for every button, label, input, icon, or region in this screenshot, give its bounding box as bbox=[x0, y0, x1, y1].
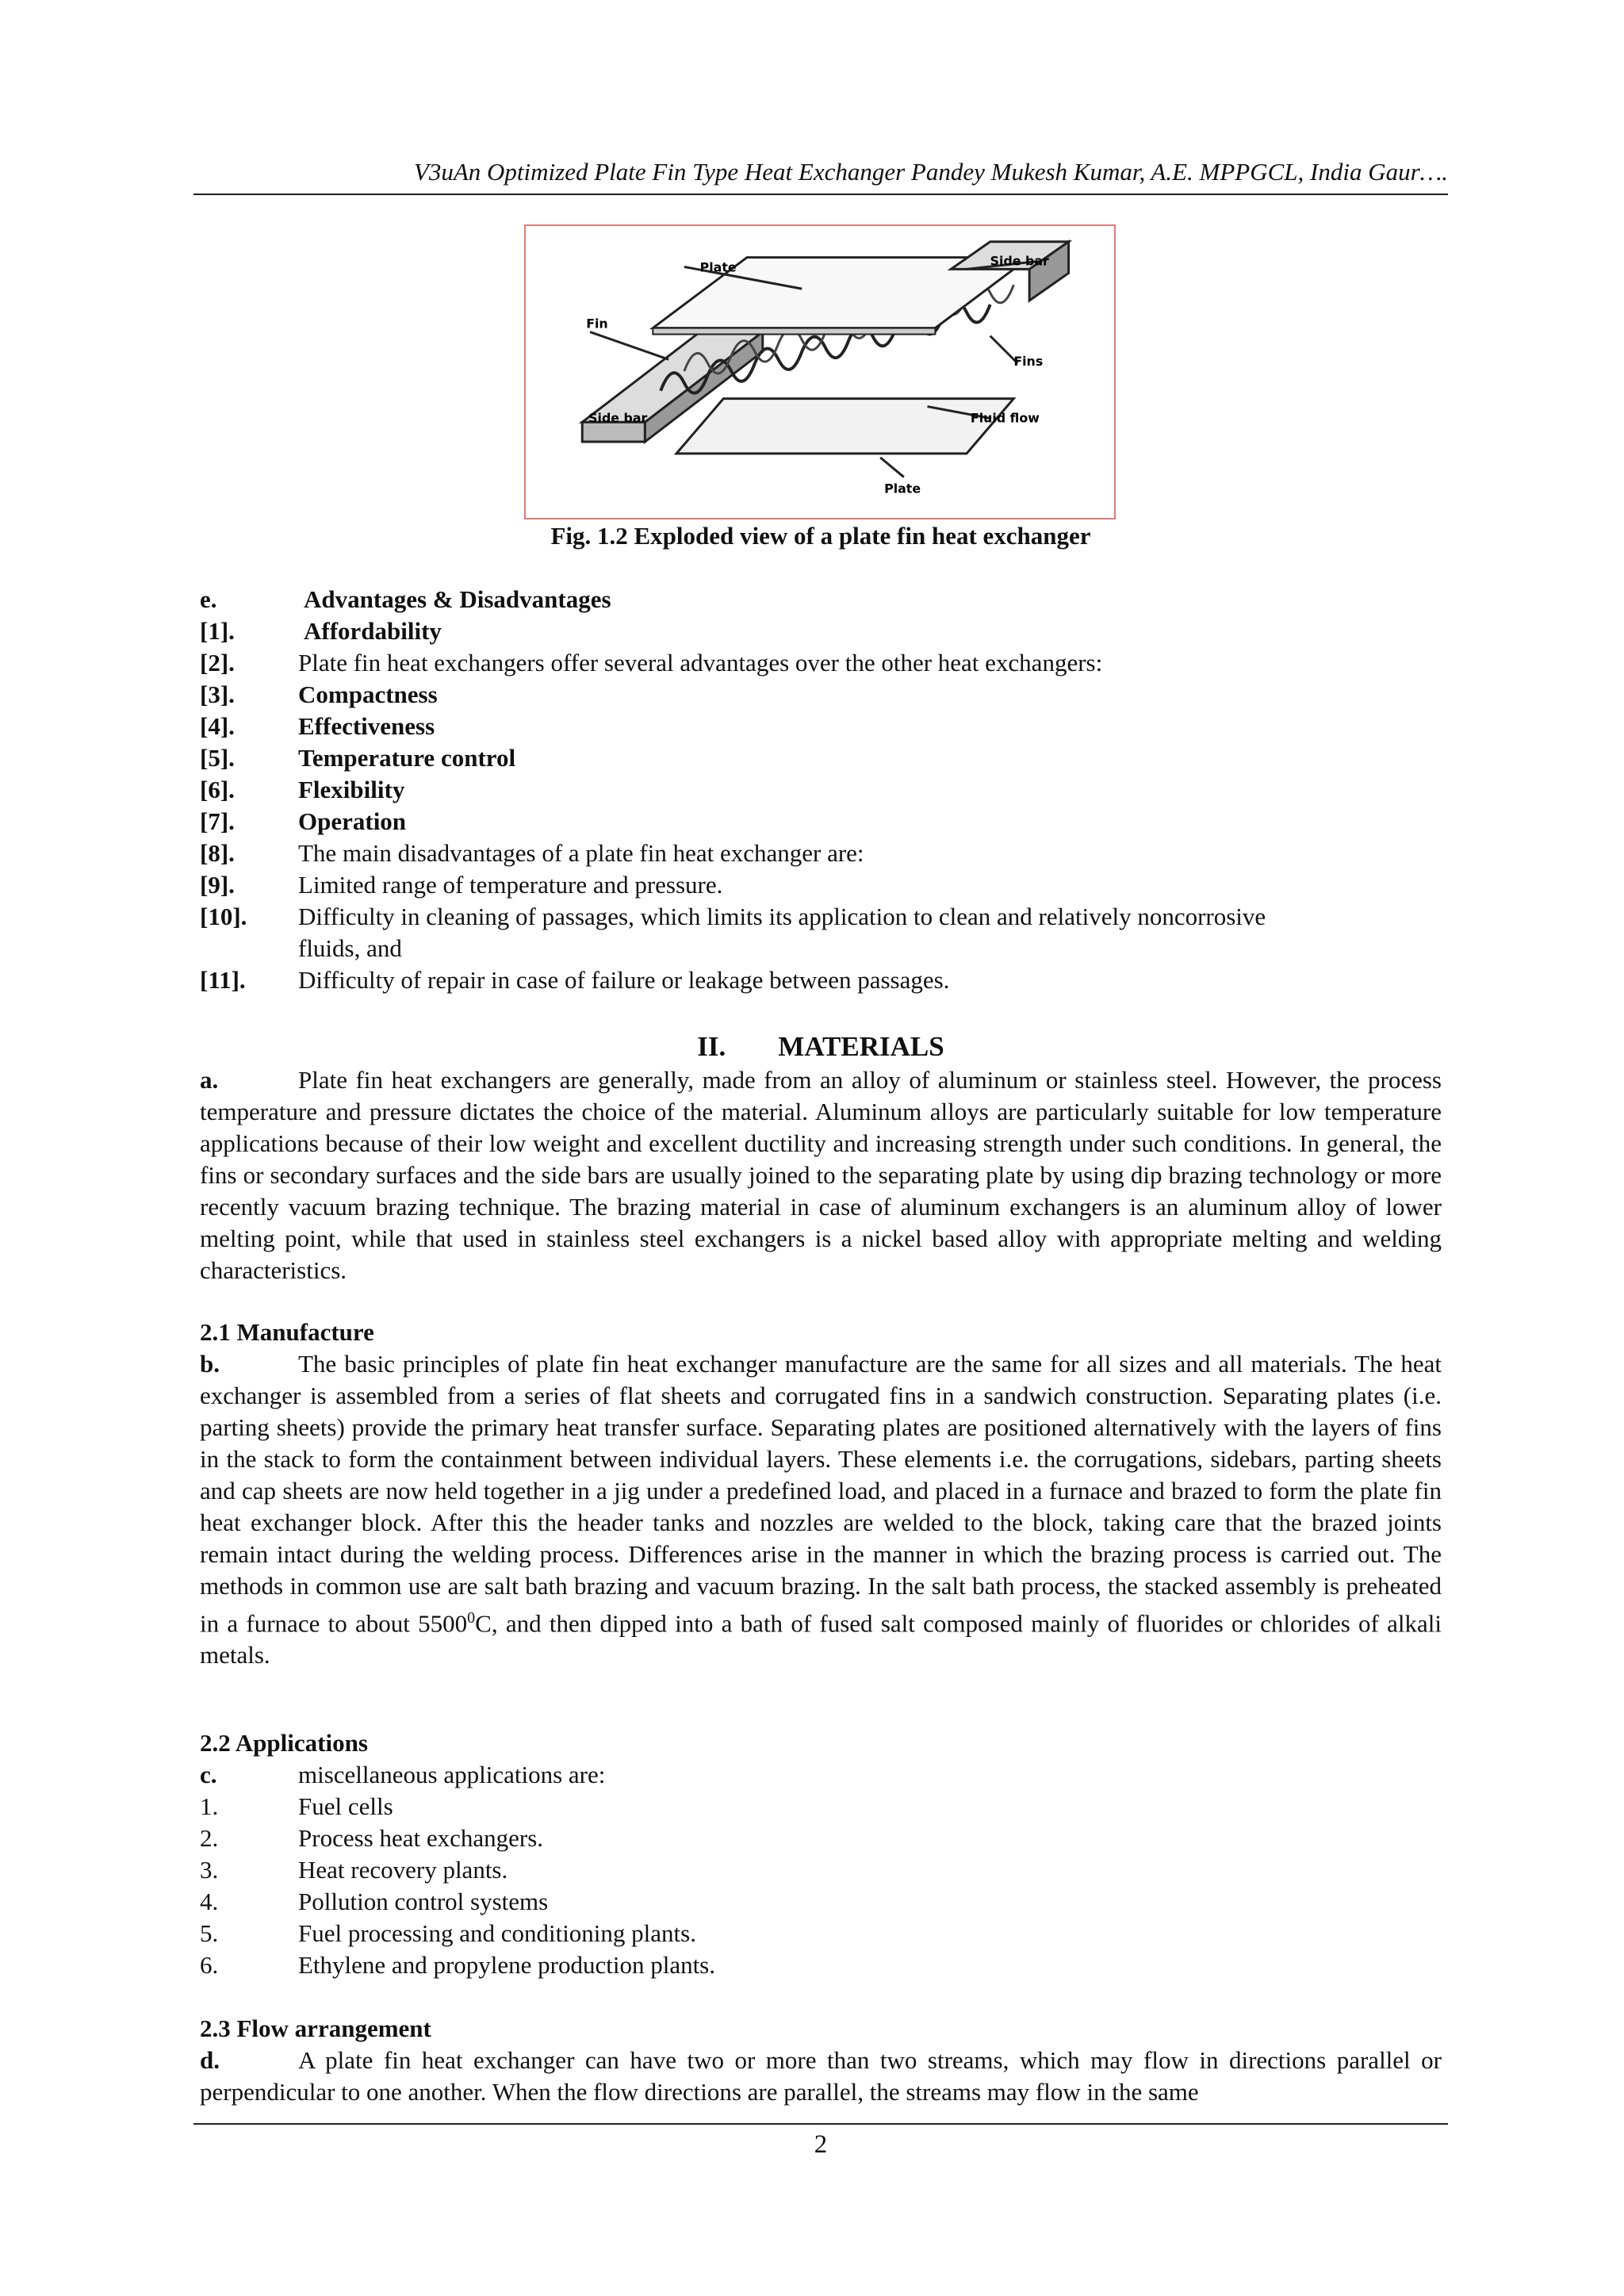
paragraph-lead: a. bbox=[200, 1066, 219, 1094]
list-item bbox=[200, 1823, 1442, 1854]
advantages-heading-text: Advantages & Disadvantages bbox=[304, 585, 611, 613]
list-item bbox=[200, 1854, 1442, 1886]
advantages-heading bbox=[200, 584, 1442, 615]
item-number: [9]. bbox=[200, 871, 235, 899]
paragraph-lead: d. bbox=[200, 2046, 220, 2074]
top-plate-edge bbox=[653, 328, 935, 335]
applications-list bbox=[200, 1759, 1442, 1981]
list-item bbox=[200, 679, 1442, 711]
list-item bbox=[200, 1949, 1442, 1981]
list-item bbox=[200, 806, 1442, 838]
label-fin-left: Fin bbox=[586, 316, 608, 332]
list-item bbox=[200, 647, 1442, 679]
paragraph-text-end: C, and then dipped into a bath of fused salt composed mainly of fluorides or chlorides of alkali metals. bbox=[200, 1609, 1442, 1669]
intro-text: miscellaneous applications are: bbox=[298, 1761, 606, 1788]
section-title-text: MATERIALS bbox=[778, 1031, 944, 1062]
flow-paragraph bbox=[200, 2045, 1442, 2108]
item-number: [6]. bbox=[200, 776, 235, 803]
item-text: Affordability bbox=[304, 617, 442, 645]
label-fins-right: Fins bbox=[1013, 354, 1044, 370]
list-item bbox=[200, 711, 1442, 742]
item-text: Ethylene and propylene production plants. bbox=[298, 1951, 716, 1979]
applications-intro bbox=[200, 1759, 1442, 1791]
list-item bbox=[200, 838, 1442, 869]
figure-exploded-view bbox=[524, 224, 1116, 519]
page-number: 2 bbox=[814, 2130, 828, 2159]
item-number: 1. bbox=[200, 1792, 219, 1820]
item-number: [8]. bbox=[200, 839, 235, 867]
paragraph-lead: b. bbox=[200, 1350, 220, 1378]
leader-plate-bottom bbox=[880, 458, 904, 477]
materials-paragraph bbox=[200, 1064, 1442, 1286]
item-number: 4. bbox=[200, 1888, 219, 1915]
label-plate-top: Plate bbox=[699, 259, 737, 275]
item-number: 5. bbox=[200, 1919, 219, 1947]
item-text: Operation bbox=[298, 807, 407, 835]
item-number: [4]. bbox=[200, 712, 235, 740]
list-item bbox=[200, 1918, 1442, 1949]
item-text: Fuel cells bbox=[298, 1792, 393, 1820]
list-item bbox=[200, 774, 1442, 806]
paragraph-text: Plate fin heat exchangers are generally, made from an alloy of aluminum or stainless steel. However, the process temperature and pressure dictates the choice of the material. Aluminum alloys are particularly suitable for low temperature applications because of their low weight and excellent ductility and increasing strength under such conditions. In general, the fins or secondary surfaces and the side bars are usually joined to the separating plate by using dip brazing technology or more recently vacuum brazing technique. The brazing material in case of aluminum exchangers is an aluminum alloy of lower melting point, while that used in stainless steel exchangers is a nickel based alloy with appropriate melting and welding characteristics. bbox=[200, 1066, 1442, 1284]
item-text: Heat recovery plants. bbox=[298, 1856, 508, 1884]
item-number: 3. bbox=[200, 1856, 219, 1884]
item-text: Pollution control systems bbox=[298, 1888, 549, 1915]
manufacture-paragraph bbox=[200, 1348, 1442, 1671]
item-text: Limited range of temperature and pressure. bbox=[298, 871, 723, 899]
item-number: [3]. bbox=[200, 680, 235, 708]
paragraph-text: A plate fin heat exchanger can have two or more than two streams, which may flow in directions parallel or perpendicular to one another. When the flow directions are parallel, the streams may flow in the same bbox=[200, 2046, 1442, 2106]
item-text: Temperature control bbox=[298, 744, 516, 772]
item-number: 2. bbox=[200, 1824, 219, 1852]
item-text: Compactness bbox=[298, 680, 438, 708]
leader-fin-left bbox=[590, 332, 668, 360]
advantages-block bbox=[200, 584, 1442, 996]
label-fluid-flow: Fluid flow bbox=[970, 410, 1040, 426]
item-number: [10]. bbox=[200, 903, 247, 930]
item-number: 6. bbox=[200, 1951, 219, 1979]
item-number: [5]. bbox=[200, 744, 235, 772]
footer-divider bbox=[193, 2123, 1448, 2125]
running-header-text: V3uAn Optimized Plate Fin Type Heat Exchanger Pandey Mukesh Kumar, A.E. MPPGCL, India Gaur…. bbox=[413, 158, 1448, 186]
label-side-bar-top: Side bar bbox=[990, 253, 1049, 269]
advantages-heading-letter: e. bbox=[200, 585, 217, 613]
list-item bbox=[200, 869, 1442, 901]
item-text: Fuel processing and conditioning plants. bbox=[298, 1919, 696, 1947]
item-text: Plate fin heat exchangers offer several advantages over the other heat exchangers: bbox=[298, 649, 1103, 677]
label-plate-bottom: Plate bbox=[884, 481, 921, 496]
list-item bbox=[200, 742, 1442, 774]
subheading-manufacture: 2.1 Manufacture bbox=[200, 1318, 374, 1346]
list-item bbox=[200, 964, 1442, 996]
item-text: Process heat exchangers. bbox=[298, 1824, 544, 1852]
exploded-view-diagram bbox=[526, 226, 1114, 518]
paragraph-text: The basic principles of plate fin heat exchanger manufacture are the same for all sizes and all materials. The heat exchanger is assembled from a series of flat sheets and corrugated fins in a sandwich construction. Separating plates (i.e. parting sheets) provide the primary heat transfer surface. Separating plates are positioned alternatively with the layers of fins in the stack to form the containment between individual layers. These elements i.e. the corrugations, sidebars, parting sheets and cap sheets are now held together in a jig under a predefined load, and placed in a furnace and brazed to form the plate fin heat exchanger block. After this the header tanks and nozzles are welded to the block, taking care that the brazed joints remain intact during the welding process. Differences arise in the manner in which the brazing process is carried out. The methods in common use are salt bath brazing and vacuum brazing. In the salt bath process, the stacked assembly is preheated in a furnace to about 5500 bbox=[200, 1350, 1442, 1638]
item-number: [2]. bbox=[200, 649, 235, 677]
section-heading-materials bbox=[193, 1029, 1448, 1064]
subheading-flow-arrangement: 2.3 Flow arrangement bbox=[200, 2014, 431, 2042]
item-text: Difficulty of repair in case of failure or leakage between passages. bbox=[298, 966, 950, 994]
list-item bbox=[200, 1791, 1442, 1823]
item-text: Flexibility bbox=[298, 776, 405, 803]
figure-caption: Fig. 1.2 Exploded view of a plate fin heat exchanger bbox=[550, 522, 1091, 550]
paragraph-lead: c. bbox=[200, 1761, 217, 1788]
label-side-bar-left: Side bar bbox=[588, 410, 648, 426]
item-text-continued: fluids, and bbox=[298, 934, 402, 962]
item-text: Difficulty in cleaning of passages, which limits its application to clean and relatively noncorrosive bbox=[298, 903, 1266, 930]
list-item bbox=[200, 1886, 1442, 1918]
list-item bbox=[200, 615, 1442, 647]
item-text: The main disadvantages of a plate fin heat exchanger are: bbox=[298, 839, 864, 867]
item-number: [1]. bbox=[200, 617, 235, 645]
subheading-applications: 2.2 Applications bbox=[200, 1729, 368, 1757]
superscript: 0 bbox=[467, 1609, 476, 1627]
list-item bbox=[200, 901, 1442, 964]
section-numeral: II. bbox=[697, 1031, 726, 1062]
item-text: Effectiveness bbox=[298, 712, 435, 740]
item-number: [7]. bbox=[200, 807, 235, 835]
bottom-plate bbox=[676, 399, 1013, 454]
item-number: [11]. bbox=[200, 966, 246, 994]
running-header bbox=[193, 154, 1448, 195]
